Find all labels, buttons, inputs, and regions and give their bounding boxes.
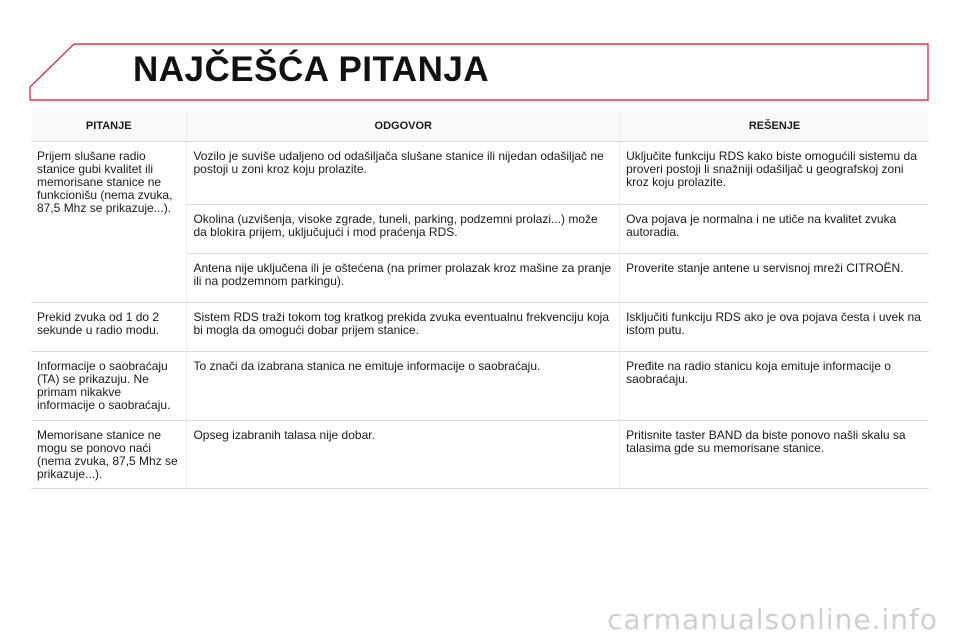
table-header-row [31,111,929,142]
answer-cell: Antena nije uključena ili je oštećena (na primer prolazak kroz mašine za pranje ili na podzemnom parkingu). [187,254,620,303]
table-row [31,421,929,489]
question-cell: Prekid zvuka od 1 do 2 sekunde u radio modu. [31,303,187,352]
question-cell: Prijem slušane radio stanice gubi kvalitet ili memorisane stanice ne funkcionišu (nema zvuka, 87,5 Mhz se prikazuje...). [31,142,187,303]
solution-cell: Pritisnite taster BAND da biste ponovo našli skalu sa talasima gde su memorisane stanice. [620,421,929,489]
column-header-question: PITANJE [31,111,187,142]
answer-cell: Sistem RDS traži tokom tog kratkog prekida zvuka eventualnu frekvenciju koja bi mogla da omogući dobar prijem stanice. [187,303,620,352]
column-header-solution: REŠENJE [620,111,929,142]
question-cell: Memorisane stanice ne mogu se ponovo naći (nema zvuka, 87,5 Mhz se prikazuje...). [31,421,187,489]
solution-cell: Proverite stanje antene u servisnoj mreži CITROËN. [620,254,929,303]
table-row [31,352,929,421]
table-row [31,142,929,205]
answer-cell: To znači da izabrana stanica ne emituje informacije o saobraćaju. [187,352,620,421]
question-cell: Informacije o saobraćaju (TA) se prikazuju. Ne primam nikakve informacije o saobraćaju. [31,352,187,421]
answer-cell: Okolina (uzvišenja, visoke zgrade, tuneli, parking, podzemni prolazi...) može da blokira prijem, uključujući i mod praćenja RDS. [187,205,620,254]
faq-table [31,111,929,489]
solution-cell: Pređite na radio stanicu koja emituje informacije o saobraćaju. [620,352,929,421]
table-row [31,303,929,352]
column-header-answer: ODGOVOR [187,111,620,142]
page-title: NAJČEŠĆA PITANJA [133,50,490,89]
solution-cell: Ova pojava je normalna i ne utiče na kvalitet zvuka autoradia. [620,205,929,254]
watermark: carmanualsonline.info [607,603,938,636]
answer-cell: Vozilo je suviše udaljeno od odašiljača slušane stanice ili nijedan odašiljač ne postoji u zoni kroz koju prolazite. [187,142,620,205]
answer-cell: Opseg izabranih talasa nije dobar. [187,421,620,489]
solution-cell: Uključite funkciju RDS kako biste omogućili sistemu da proveri postoji li snažniji odašiljač u geografskoj zoni kroz koju prolazite. [620,142,929,205]
solution-cell: Isključiti funkciju RDS ako je ova pojava česta i uvek na istom putu. [620,303,929,352]
